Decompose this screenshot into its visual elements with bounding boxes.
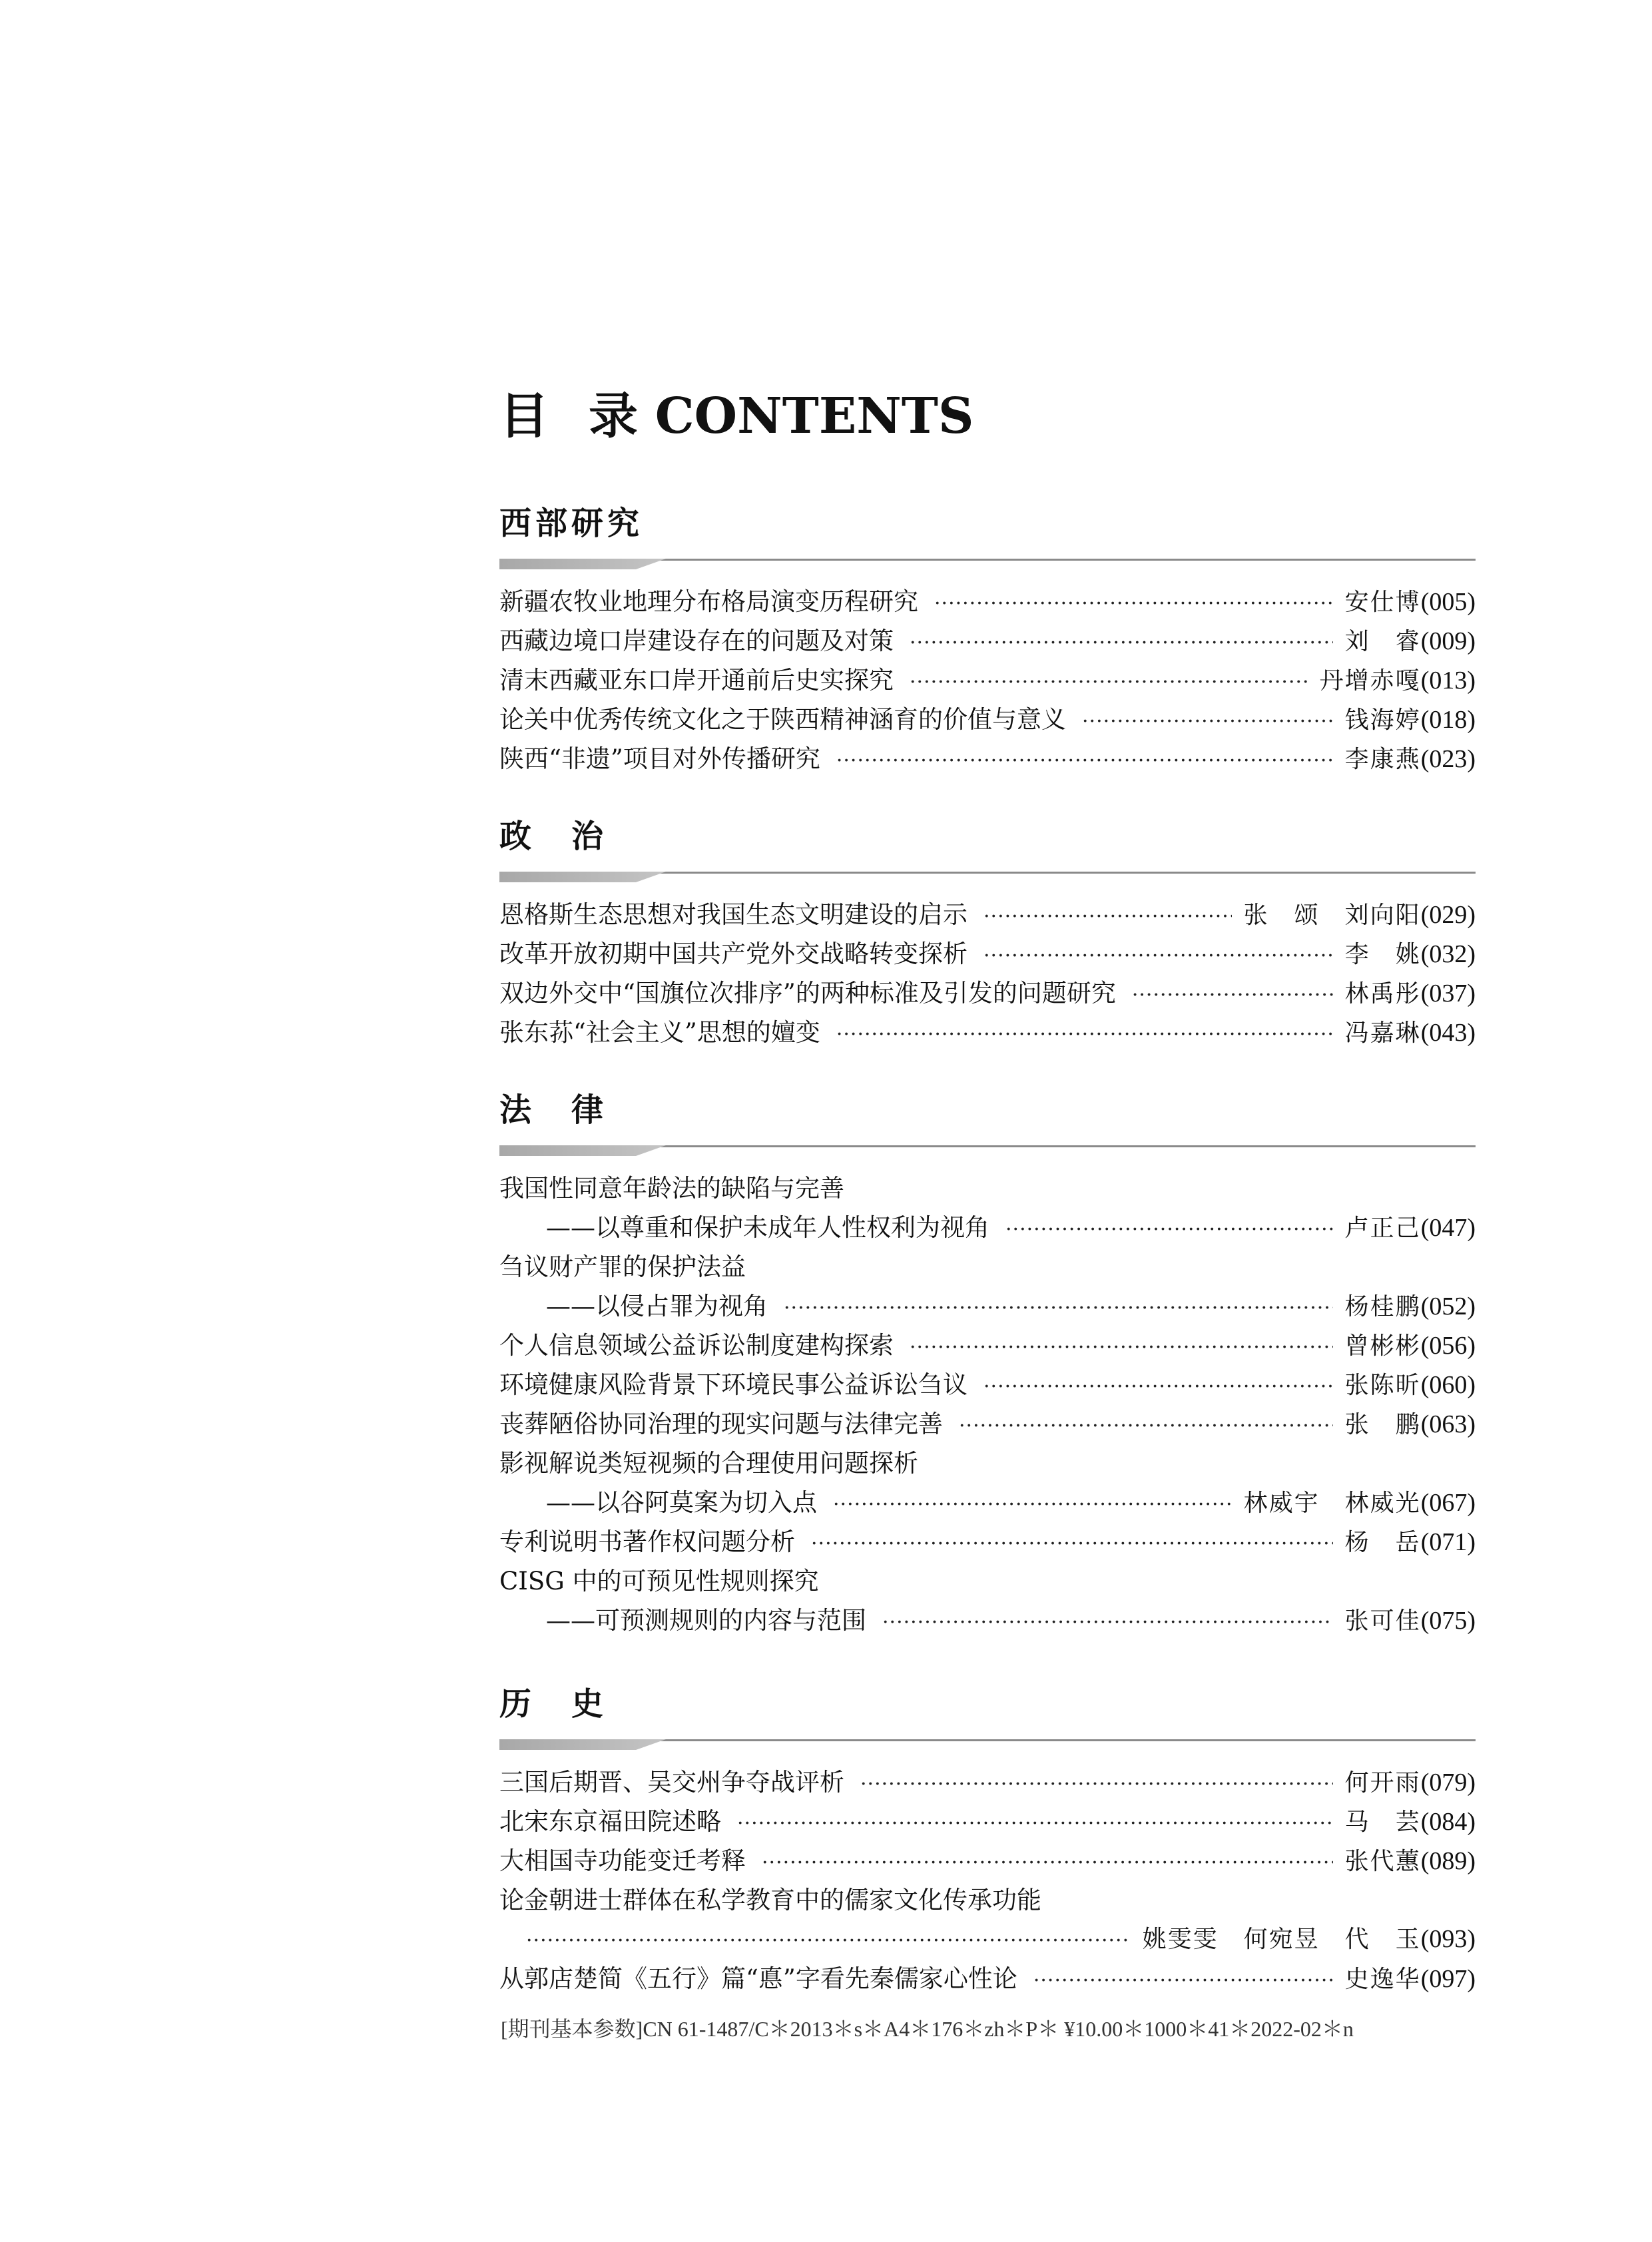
- toc-entry[interactable]: [499, 661, 1476, 700]
- toc-entry[interactable]: [499, 1013, 1476, 1052]
- entry-author: 卢正己: [1344, 1215, 1421, 1242]
- entry-author: 杨桂鹏: [1344, 1293, 1421, 1320]
- toc-section: [499, 1685, 1476, 1998]
- dot-leader: [910, 663, 1308, 702]
- entry-author: 马 芸: [1344, 1809, 1421, 1836]
- toc-entry[interactable]: [499, 934, 1476, 974]
- entry-title: 影视解说类短视频的合理使用问题探析: [499, 1449, 918, 1478]
- toc-entry-list: [499, 582, 1476, 778]
- entry-page: (047): [1420, 1214, 1476, 1242]
- toc-entry[interactable]: [499, 1326, 1476, 1365]
- entry-author: 张陈昕: [1344, 1372, 1421, 1399]
- toc-entry[interactable]: [499, 1404, 1476, 1444]
- entry-title: 北宋东京福田院述略: [499, 1807, 721, 1836]
- entry-title: 我国性同意年龄法的缺陷与完善: [499, 1174, 844, 1203]
- dot-leader: [882, 1603, 1333, 1642]
- dot-leader: [836, 1015, 1333, 1054]
- entry-subtitle: ——以谷阿莫案为切入点: [546, 1488, 817, 1517]
- entry-page: (005): [1420, 588, 1476, 616]
- entry-author: 张代蕙: [1344, 1848, 1421, 1875]
- toc-entry[interactable]: [499, 621, 1476, 661]
- toc-entry[interactable]: [499, 1561, 1476, 1601]
- toc-entry[interactable]: [499, 1841, 1476, 1880]
- entry-author: 刘 睿: [1344, 628, 1421, 655]
- entry-title: 陕西“非遗”项目对外传播研究: [499, 744, 820, 773]
- toc-entry[interactable]: [499, 1920, 1476, 1959]
- toc-entry-list: [499, 1763, 1476, 1998]
- entry-author: 李康燕: [1344, 746, 1421, 773]
- entry-page: (079): [1420, 1769, 1476, 1797]
- section-rule: [499, 1736, 1476, 1753]
- toc-entry[interactable]: [499, 1601, 1476, 1640]
- entry-title: 环境健康风险背景下环境民事公益诉讼刍议: [499, 1370, 967, 1399]
- entry-author: 李 姚: [1344, 941, 1421, 968]
- dot-leader: [833, 1485, 1232, 1524]
- entry-author: 张 鹏: [1344, 1411, 1421, 1438]
- dot-leader: [983, 936, 1333, 976]
- entry-page: (023): [1420, 745, 1476, 773]
- entry-title: 三国后期晋、吴交州争夺战评析: [499, 1768, 844, 1797]
- entry-page: (032): [1420, 940, 1476, 968]
- entry-title: 西藏边境口岸建设存在的问题及对策: [499, 627, 894, 655]
- toc-entry[interactable]: [499, 739, 1476, 778]
- toc-entry[interactable]: [499, 1286, 1476, 1326]
- entry-page: (093): [1420, 1925, 1476, 1953]
- dot-leader: [526, 1921, 1131, 1960]
- toc-entry[interactable]: [499, 895, 1476, 934]
- entry-title: 新疆农牧业地理分布格局演变历程研究: [499, 587, 918, 616]
- entry-page: (089): [1420, 1847, 1476, 1875]
- entry-page: (067): [1420, 1489, 1476, 1517]
- entry-author: 冯嘉琳: [1344, 1019, 1421, 1047]
- entry-title: 双边外交中“国旗位次排序”的两种标准及引发的问题研究: [499, 979, 1116, 1007]
- dot-leader: [1132, 976, 1333, 1015]
- dot-leader: [860, 1765, 1333, 1804]
- toc-entry[interactable]: [499, 1208, 1476, 1247]
- toc-entry-list: [499, 1169, 1476, 1640]
- dot-leader: [910, 1328, 1333, 1367]
- entry-title: 论金朝进士群体在私学教育中的儒家文化传承功能: [499, 1886, 1041, 1914]
- entry-title: 张东荪“社会主义”思想的嬗变: [499, 1018, 820, 1047]
- entry-author: 安仕博: [1344, 589, 1421, 616]
- dot-leader: [784, 1288, 1333, 1328]
- section-rule: [499, 555, 1476, 573]
- entry-author: 林禹彤: [1344, 980, 1421, 1007]
- entry-title: 个人信息领域公益诉讼制度建构探索: [499, 1331, 894, 1360]
- dot-leader: [934, 584, 1333, 623]
- dot-leader: [983, 897, 1232, 936]
- toc-title-cn-2: 录: [589, 388, 638, 445]
- journal-parameters: [期刊基本参数]CN 61-1487/C＊2013＊s＊A4＊176＊zh＊P＊ ¥10.00＊1000＊41＊2022-02＊n: [501, 2017, 1354, 2041]
- toc-entry[interactable]: [499, 1483, 1476, 1522]
- toc-section: [499, 820, 1476, 1052]
- dot-leader: [811, 1524, 1333, 1563]
- entry-page: (063): [1420, 1410, 1476, 1438]
- entry-subtitle: ——可预测规则的内容与范围: [546, 1606, 866, 1635]
- entry-title: 大相国寺功能变迁考释: [499, 1846, 746, 1875]
- toc-entry[interactable]: [499, 1365, 1476, 1404]
- entry-author: 杨 岳: [1344, 1529, 1421, 1556]
- dot-leader: [836, 741, 1333, 780]
- entry-title: 论关中优秀传统文化之于陕西精神涵育的价值与意义: [499, 705, 1066, 734]
- toc-entry[interactable]: [499, 1959, 1476, 1998]
- section-rule: [499, 868, 1476, 886]
- entry-author: 林威宇 林威光: [1243, 1490, 1421, 1517]
- entry-title: 清末西藏亚东口岸开通前后史实探究: [499, 666, 894, 695]
- dot-leader: [1033, 1961, 1333, 2000]
- entry-page: (056): [1420, 1332, 1476, 1360]
- dot-leader: [910, 623, 1333, 663]
- entry-title: 丧葬陋俗协同治理的现实问题与法律完善: [499, 1410, 943, 1438]
- toc-entry[interactable]: [499, 1247, 1476, 1286]
- dot-leader: [959, 1406, 1333, 1446]
- entry-page: (037): [1420, 980, 1476, 1007]
- entry-title: 刍议财产罪的保护法益: [499, 1253, 746, 1281]
- entry-page: (029): [1420, 901, 1476, 929]
- entry-page: (013): [1420, 667, 1476, 695]
- dot-leader: [1005, 1210, 1333, 1249]
- dot-leader: [983, 1367, 1333, 1406]
- toc-entry[interactable]: [499, 974, 1476, 1013]
- entry-page: (009): [1420, 627, 1476, 655]
- toc-entry[interactable]: [499, 1763, 1476, 1802]
- entry-author: 张 颂 刘向阳: [1243, 902, 1421, 929]
- toc-title-cn-1: 目: [499, 388, 549, 445]
- entry-author: 曾彬彬: [1344, 1332, 1421, 1360]
- entry-page: (043): [1420, 1019, 1476, 1047]
- section-heading: 西部研究: [499, 505, 644, 542]
- section-heading: 法 律: [499, 1091, 608, 1129]
- entry-author: 丹增赤嘎: [1319, 667, 1421, 695]
- entry-subtitle: ——以侵占罪为视角: [546, 1292, 768, 1320]
- entry-page: (060): [1420, 1371, 1476, 1399]
- entry-page: (052): [1420, 1292, 1476, 1320]
- toc-entry[interactable]: [499, 582, 1476, 621]
- toc-title-en: CONTENTS: [655, 388, 974, 445]
- dot-leader: [762, 1843, 1333, 1882]
- toc-entry[interactable]: [499, 700, 1476, 739]
- toc-entry[interactable]: [499, 1802, 1476, 1841]
- section-heading: 政 治: [499, 818, 608, 855]
- dot-leader: [1082, 702, 1333, 741]
- toc-entry-list: [499, 895, 1476, 1052]
- entry-page: (071): [1420, 1528, 1476, 1556]
- section-heading: 历 史: [499, 1685, 608, 1723]
- entry-author: 姚雯雯 何宛昱 代 玉: [1142, 1926, 1421, 1953]
- dot-leader: [737, 1804, 1333, 1843]
- entry-page: (075): [1420, 1607, 1476, 1635]
- entry-page: (018): [1420, 706, 1476, 734]
- entry-title: CISG 中的可预见性规则探究: [499, 1567, 819, 1595]
- section-rule: [499, 1142, 1476, 1159]
- entry-author: 张可佳: [1344, 1607, 1421, 1635]
- toc-section: [499, 507, 1476, 778]
- entry-title: 从郭店楚简《五行》篇“悳”字看先秦儒家心性论: [499, 1964, 1017, 1993]
- entry-subtitle: ——以尊重和保护未成年人性权利为视角: [546, 1213, 989, 1242]
- toc-section: [499, 1091, 1476, 1640]
- entry-title: 改革开放初期中国共产党外交战略转变探析: [499, 940, 967, 968]
- entry-author: 史逸华: [1344, 1966, 1421, 1993]
- toc-entry[interactable]: [499, 1522, 1476, 1561]
- toc-entry[interactable]: [499, 1444, 1476, 1483]
- entry-author: 何开雨: [1344, 1769, 1421, 1797]
- toc-entry[interactable]: [499, 1880, 1476, 1920]
- entry-page: (084): [1420, 1808, 1476, 1836]
- entry-page: (097): [1420, 1965, 1476, 1993]
- toc-title: [499, 388, 974, 445]
- entry-title: 专利说明书著作权问题分析: [499, 1528, 795, 1556]
- toc-entry[interactable]: [499, 1169, 1476, 1208]
- entry-title: 恩格斯生态思想对我国生态文明建设的启示: [499, 900, 967, 929]
- entry-author: 钱海婷: [1344, 706, 1421, 734]
